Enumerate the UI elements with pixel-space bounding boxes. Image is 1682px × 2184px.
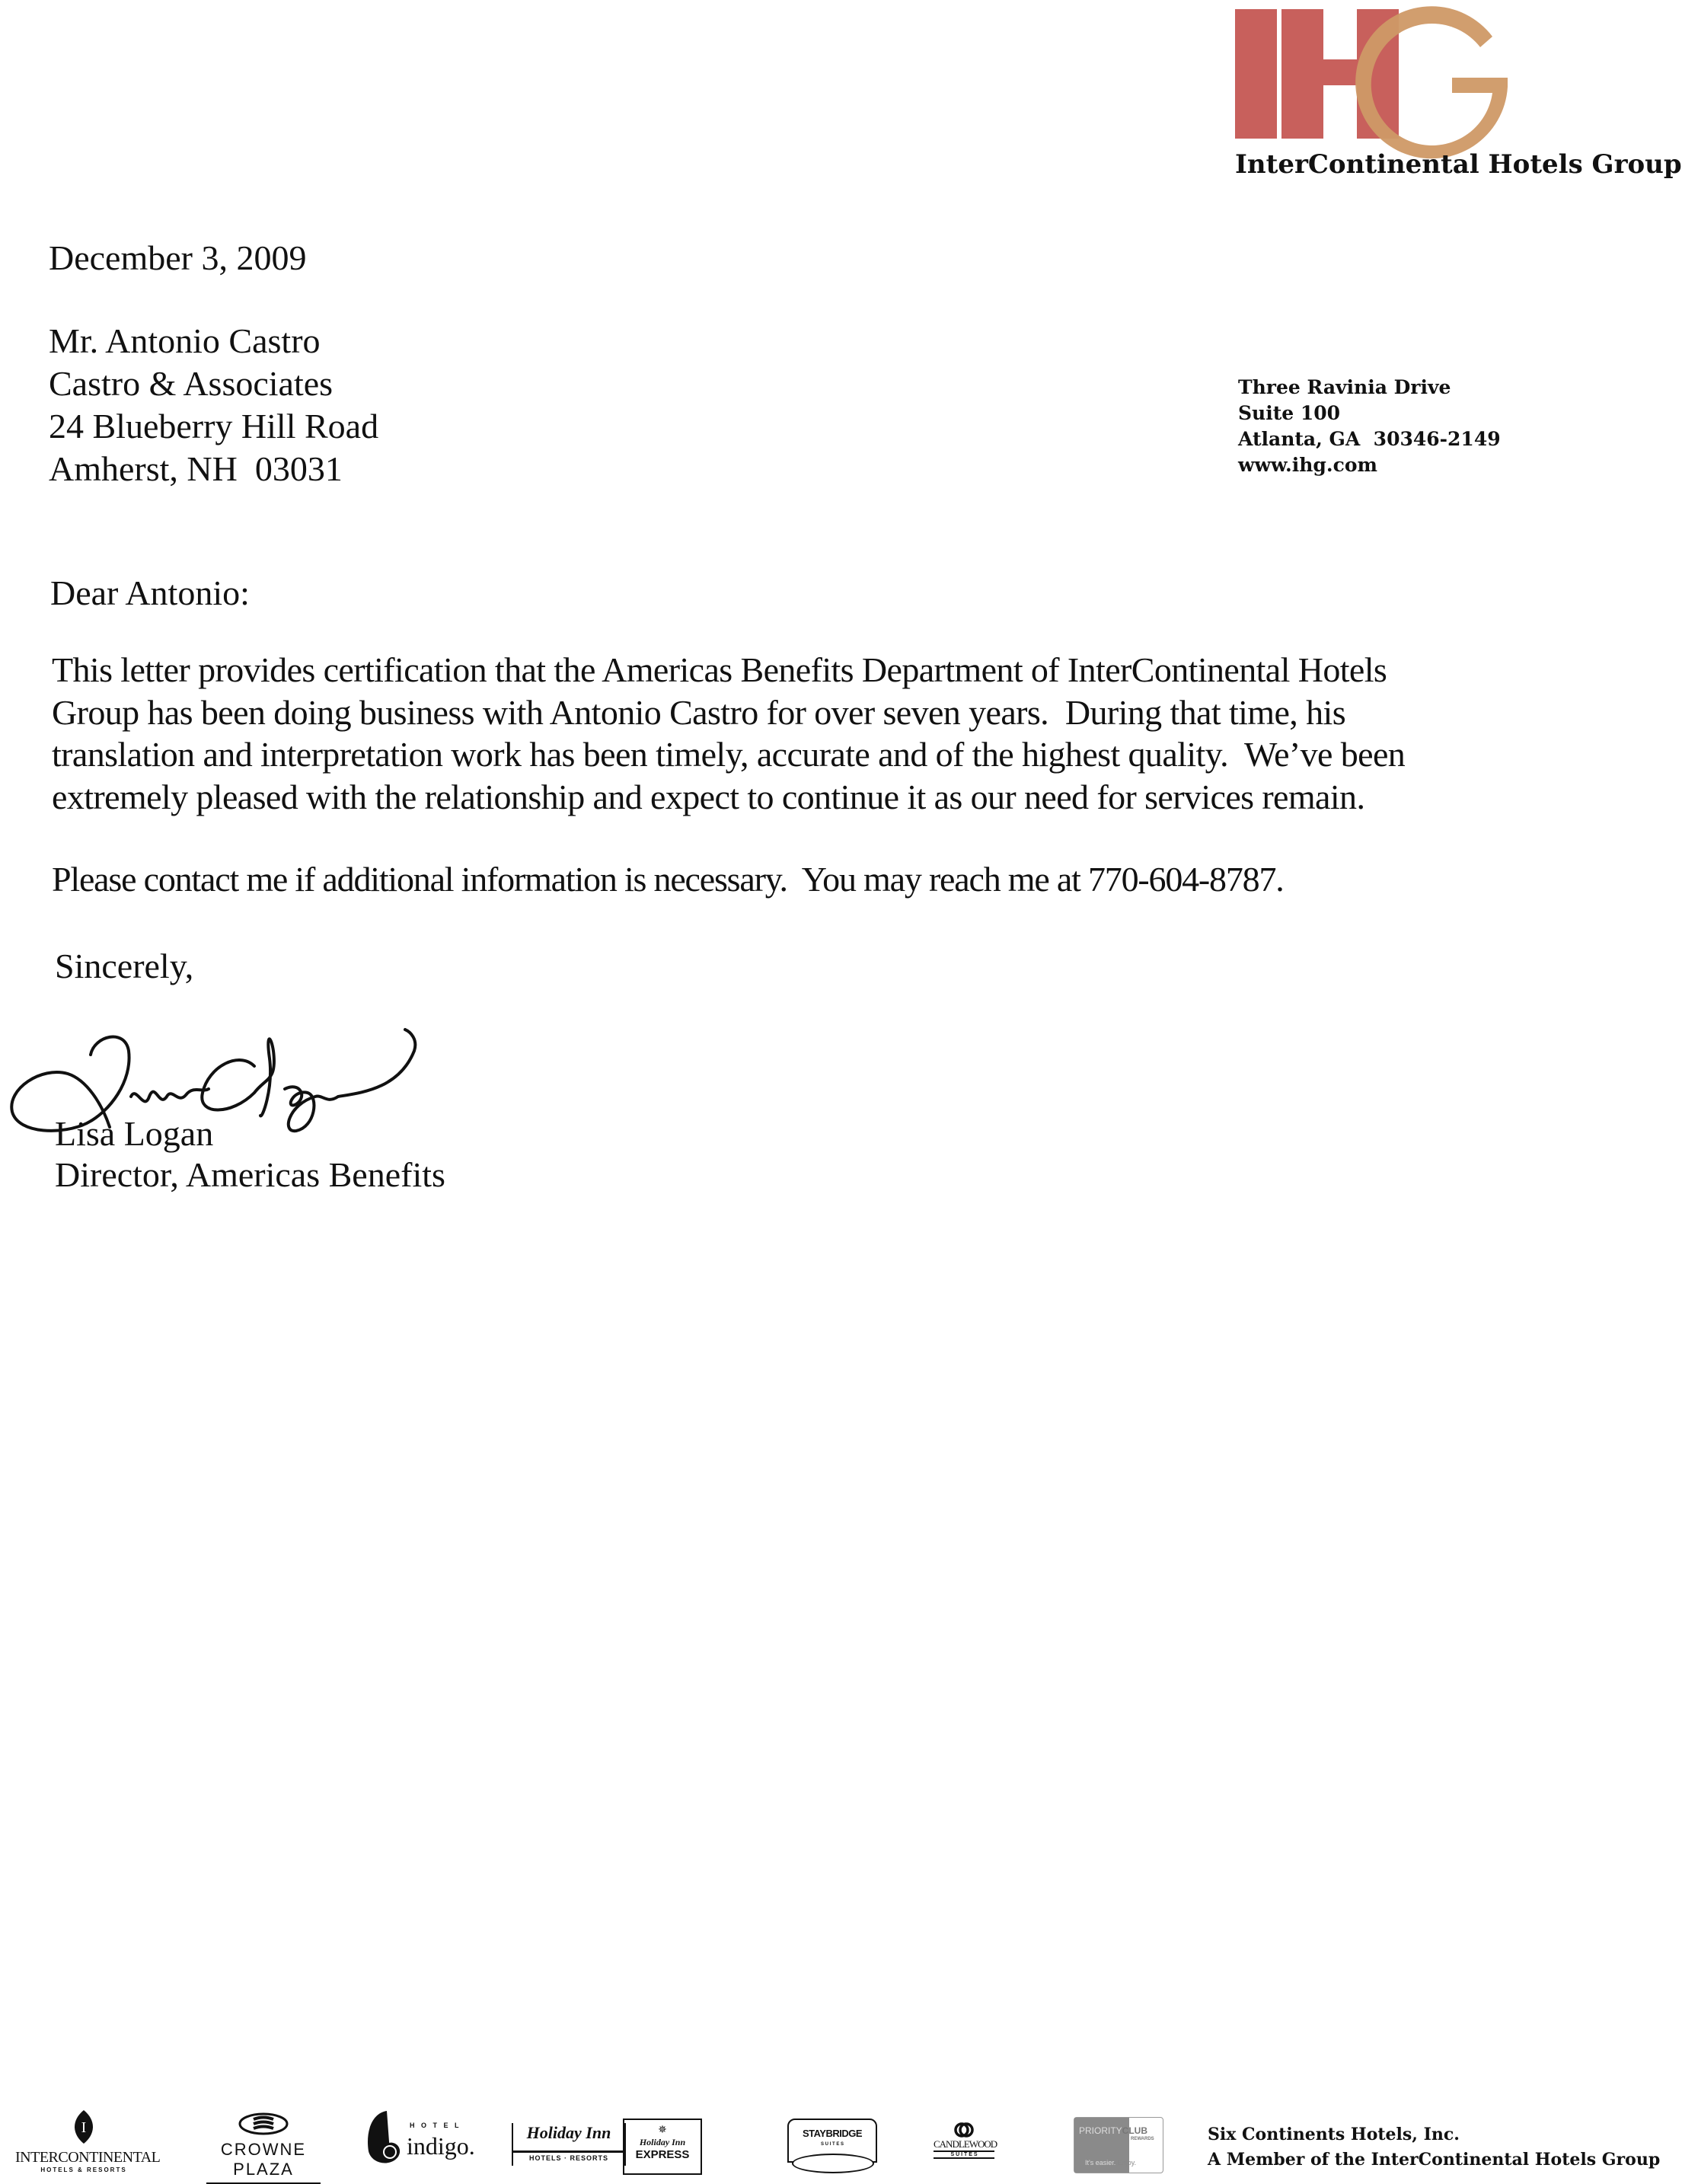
priority-club-tagline <box>1085 2159 1136 2166</box>
footer-company-info <box>1208 2122 1660 2173</box>
signer-name: Lisa Logan <box>55 1114 214 1153</box>
brand-subtitle: S U I T E S <box>934 2152 994 2159</box>
priority-club-rewards: REWARDS <box>1131 2137 1154 2141</box>
closing: Sincerely, <box>55 947 194 985</box>
svg-text:I: I <box>81 2119 87 2136</box>
website-link[interactable]: www.ihg.com <box>1238 454 1377 476</box>
brand-intercontinental-logo <box>15 2109 161 2173</box>
intercontinental-emblem-icon <box>69 2109 99 2144</box>
body-paragraph-2: Please contact me if additional information is necessary. You may reach me at 770-604-8787. <box>52 860 1284 899</box>
footer-company-line: A Member of the InterContinental Hotels Group <box>1208 2150 1661 2170</box>
priority-club-name <box>1079 2125 1147 2136</box>
brand-name: indigo. <box>407 2132 475 2160</box>
recipient-street: 24 Blueberry Hill Road <box>49 407 379 445</box>
brand-name: STAYBRIDGE <box>802 2128 863 2139</box>
brand-name: CROWNE PLAZA <box>220 2140 307 2179</box>
signature-stroke <box>285 1030 415 1131</box>
brand-priority-club-logo <box>1074 2117 1163 2173</box>
logo-letter-i <box>1235 9 1277 139</box>
brand-candlewood-logo <box>934 2122 997 2159</box>
brand-name: INTERCONTINENTAL <box>15 2149 161 2166</box>
body-line: extremely pleased with the relationship and expect to continue it as our need for services remain. <box>52 777 1365 816</box>
brand-staybridge-logo <box>787 2119 877 2173</box>
brand-prefix: H O T E L <box>410 2122 461 2129</box>
priority-club-name-a: PRIORITY <box>1079 2125 1122 2136</box>
recipient-address <box>49 320 378 490</box>
staybridge-base <box>792 2154 874 2173</box>
signature-stroke <box>202 1039 274 1116</box>
return-address-line: Three Ravinia Drive <box>1238 376 1451 398</box>
brand-hotel-indigo-logo <box>364 2109 486 2170</box>
brand-divider <box>513 2150 624 2153</box>
footer-company-line: Six Continents Hotels, Inc. <box>1208 2125 1460 2144</box>
brand-name: Holiday Inn <box>526 2123 611 2142</box>
brand-holiday-inn-logo <box>512 2123 626 2166</box>
star-icon: ✵ <box>658 2125 667 2136</box>
priority-club-tagline-b: Enjoy. <box>1117 2159 1137 2166</box>
letter-date: December 3, 2009 <box>49 238 307 277</box>
brand-crowne-plaza-logo <box>187 2109 340 2184</box>
candlewood-rings-icon <box>954 2122 974 2138</box>
signer-title: Director, Americas Benefits <box>55 1155 445 1194</box>
ihg-logo-mark <box>1235 6 1508 158</box>
nautilus-shell-icon <box>364 2109 402 2167</box>
recipient-name: Mr. Antonio Castro <box>49 321 321 360</box>
brand-subtitle: HOTELS · RESORTS <box>528 2154 608 2162</box>
brand-holiday-inn-express-logo <box>623 2119 702 2175</box>
body-line: Group has been doing business with Antonio Castro for over seven years. During that time, his <box>52 692 1345 732</box>
salutation: Dear Antonio: <box>50 573 250 612</box>
priority-club-name-b: CLUB <box>1122 2125 1147 2136</box>
signature-stroke <box>131 1089 209 1101</box>
brand-subtitle: EXPRESS <box>635 2148 690 2161</box>
brand-subtitle: S U I T E S <box>820 2142 844 2147</box>
priority-club-tagline-a: It's easier. <box>1085 2159 1116 2166</box>
body-paragraph-1 <box>52 649 1529 818</box>
recipient-company: Castro & Associates <box>49 364 334 403</box>
brand-subtitle: HOTELS & RESORTS <box>40 2166 127 2173</box>
recipient-city: Amherst, NH 03031 <box>49 449 343 488</box>
brand-name: Holiday Inn <box>639 2137 686 2147</box>
return-address-line: Suite 100 <box>1238 402 1341 424</box>
return-address <box>1238 375 1501 478</box>
body-line: translation and interpretation work has been timely, accurate and of the highest quality. We’ve been <box>52 735 1406 774</box>
body-line: This letter provides certification that the Americas Benefits Department of InterContinental Hotels <box>52 650 1387 689</box>
return-address-line: Atlanta, GA 30346-2149 <box>1238 428 1501 450</box>
brand-name: CANDLEWOOD <box>934 2138 994 2152</box>
ihg-logo <box>1235 9 1524 142</box>
logo-letter-h-left <box>1281 9 1323 139</box>
letterhead-company-name: InterContinental Hotels Group <box>1235 149 1682 180</box>
logo-letter-h-bar <box>1323 59 1358 85</box>
crowne-plaza-flag-icon <box>238 2112 289 2135</box>
